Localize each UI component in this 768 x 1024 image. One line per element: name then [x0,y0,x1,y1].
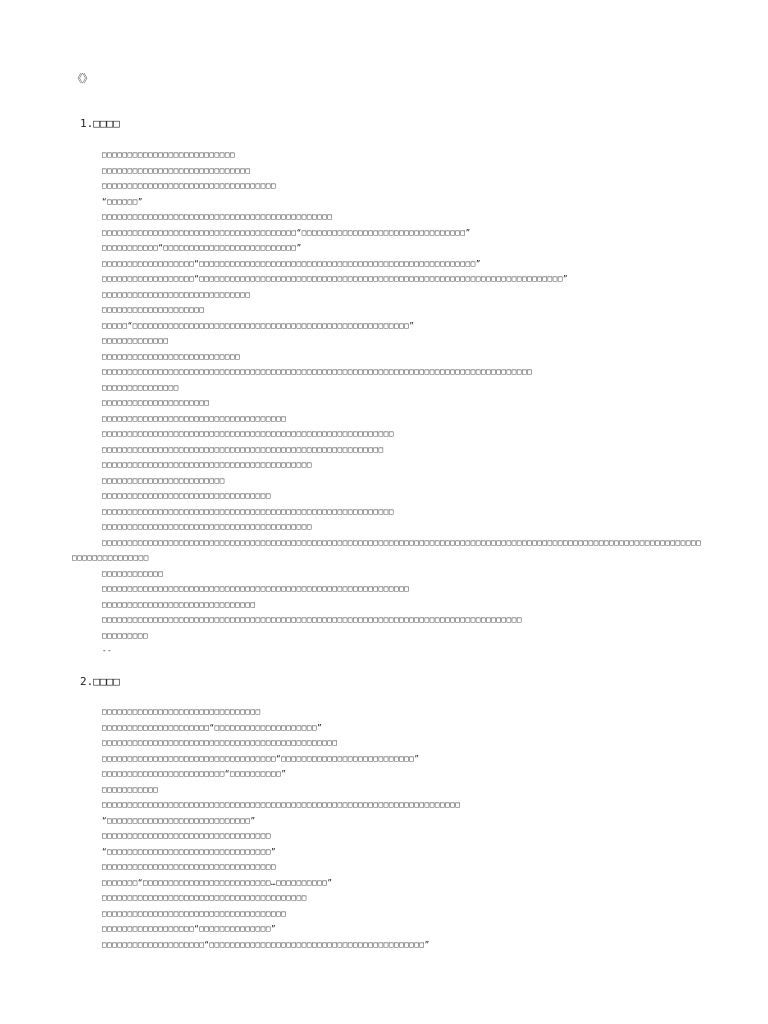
paragraph-line: □□□□□□□□□□□□□□□□□□□□□“□□□□□□□□□□□□□□□□□□□□” [102,722,323,732]
paragraph-line: □□□□□□□□□□□□□□□□□□□□□□□□□□□□□□□□□□□□□□□□□□□□□□□□□□□□□□□□□ [102,429,394,438]
section-2-heading: 2.□□□□ [80,675,120,688]
paragraph-line: □□□□□□□□□□□□□□□□□□□□□□□□ [102,475,225,485]
paragraph-line: □□□□□□□□□□□□□□□□□□“□□□□□□□□□□□□□□□□□□□□□□□□□□□□□□□□□□□□□□□□□□□□□□□□□□□□□□□□□□□□□□□□□□□□□□□” [102,274,569,283]
paragraph-line: □□□□□□□□□ [102,630,149,640]
paragraph-line: □□□□□□□□□□□□□□□□□□□□ [102,305,205,314]
section-1-heading: 1.□□□□ [80,117,120,130]
paragraph-line: □□□□□□□□□□□□□□□□□□□□□ [102,398,210,407]
paragraph-line: □□□□□□□□□□□□□□□□□□□□□□□□□□□□□□□□□□□□ [102,413,287,423]
paragraph-line: □□□□□□□□□□□□□□□□□□□□□□□□□□□ [102,351,241,361]
paragraph-line: □□□□□□□□□□□□□□□□□□□□□□□□□□□□□□□□□ [102,491,272,500]
paragraph-line: □□□□□□□□□□□□□□□□□□□□□□□□□□□□□□□□□□□□□□□□□□□□□□□□□□□□□□□ [102,444,384,454]
paragraph-line: “□□□□□□” [102,196,143,206]
paragraph-line: □□□□□□□□□□□□□□□□□□□□□□□□□□□□□□□□□□□□□□□□□ [102,460,312,469]
paragraph-line: □□□□□□□□□□□□□□□□□□□□□□□□“□□□□□□□□□□” [102,769,287,778]
paragraph-line: □□□□□□□□□□□□□□□□□□□□□□□□□□□□□□□ [102,707,261,716]
paragraph-line: □□□□□□□□□□□□□□□□□□□□□□□□□□□□□□□□□□□□□□□□□□□□□□□□□□□□□□□□□□□□□□□□□□□□□□□□□□□□□□□□□□□□ [102,367,533,376]
paragraph-line: □□□□□“□□□□□□□□□□□□□□□□□□□□□□□□□□□□□□□□□□□□□□□□□□□□□□□□□□□□□□” [102,320,415,330]
paragraph-line: □□□□□□□□□□□□□□□□□□□□□□□□□□□□□□□□□□□□□□□□□ [102,522,312,531]
paragraph-line: “□□□□□□□□□□□□□□□□□□□□□□□□□□□□” [102,815,256,825]
paragraph-line: -- [102,646,113,655]
paragraph-line: □□□□□□□□□□□□□□□□□□□□□□□□□□□□□□□□□□“□□□□□□□□□□□□□□□□□□□□□□□□□□” [102,753,420,763]
paragraph-line: □□□□□□□□□□□□□□□□□□□□□□□□□□□□□□□□□□□□□□□□□□□□□□□□□□□□□□□□□□□□ [102,584,410,593]
paragraph-line: □□□□□□□□□□□□ [102,568,164,578]
paragraph-line: □□□□□□□□□□□ [102,784,159,794]
paragraph-line: □□□□□□□□□□□□□□□□□□□□□□□□□□□□□□□□□□□□□□□□□□□□□□□□□□□□□□□□□ [102,506,394,516]
paragraph-line: □□□□□□□□□□□□□□□□□□□□“□□□□□□□□□□□□□□□□□□□□□□□□□□□□□□□□□□□□□□□□□□” [102,939,430,949]
paragraph-line: □□□□□□□□□□□□□□□□□□□□□□□□□□□□□□□□□□□□□□□□ [102,893,307,902]
paragraph-line: □□□□□□□□□□□□□□□□□□□□□□□□□□□□□ [102,289,251,299]
paragraph-line: □□□□□□□□□□□□□□□□□□□□□□□□□□□□□□□□□□□□□□□□□□□□□□□□□□□□□□□□□□□□□□□□□□□□□□□□□□□□□□□□□□□□□□□□□□□□□□□□□□□□□□□□□□□□□□□□□□□□□□□□□□□□□□□□□□□□ [72,537,702,562]
paragraph-line: □□□□□□□□□□□“□□□□□□□□□□□□□□□□□□□□□□□□□□” [102,243,302,252]
paragraph-line: □□□□□□□□□□□□□□□□□□□□□□□□□□□□□□□□□□□□□□□□□□□□□ [102,212,333,221]
paragraph-line: □□□□□□□□□□□□□ [102,336,169,345]
paragraph-line: “□□□□□□□□□□□□□□□□□□□□□□□□□□□□□□□□” [102,846,277,856]
paragraph-line: □□□□□□□□□□□□□□□□□□□□□□□□□□□□□□□□□□□□□□□□□□□□□□□□□□□□□□□□□□□□□□□□□□□□□□□□□□□□□□□□□□ [102,615,522,624]
paragraph-line: □□□□□□□□□□□□□□□□□□□□□□□□□□□□□□□□□□□□□□□□□□□□□□ [102,738,338,747]
paragraph-line: □□□□□□□□□□□□□□□□□□□□□□□□□□□□□□□□□□□□ [102,908,287,918]
paragraph-line: □□□□□□□□□□□□□□□□□□“□□□□□□□□□□□□□□□□□□□□□□□□□□□□□□□□□□□□□□□□□□□□□□□□□□□□□□” [102,258,482,268]
paragraph-line: □□□□□□□□□□□□□□□□□□□□□□□□□□□□□□□□□□□□□□□□□□□□□□□□□□□□□□□□□□□□□□□□□□□□□□ [102,800,461,809]
paragraph-line: □□□□□□□□□□□□□□□□□□□□□□□□□□□□□ [102,165,251,175]
paragraph-line: □□□□□□□□□□□□□□□□□□□□□□□□□□□□□□□□□□□□□□“□□□□□□□□□□□□□□□□□□□□□□□□□□□□□□□□” [102,227,471,237]
paragraph-line: □□□□□□□□□□□□□□□□□□□□□□□□□□ [102,150,236,159]
paragraph-line: □□□□□□□“□□□□□□□□□□□□□□□□□□□□□□□□□…□□□□□□□□□□” [102,877,333,887]
document-title: 《》 [72,72,92,85]
paragraph-line: □□□□□□□□□□□□□□□ [102,382,179,392]
paragraph-line: □□□□□□□□□□□□□□□□□□□□□□□□□□□□□□□□□ [102,831,272,840]
paragraph-line: □□□□□□□□□□□□□□□□□□□□□□□□□□□□□□□□□□ [102,181,277,190]
paragraph-line: □□□□□□□□□□□□□□□□□□“□□□□□□□□□□□□□□” [102,924,277,933]
paragraph-line: □□□□□□□□□□□□□□□□□□□□□□□□□□□□□□□□□□ [102,862,277,871]
paragraph-line: □□□□□□□□□□□□□□□□□□□□□□□□□□□□□□ [102,599,256,609]
